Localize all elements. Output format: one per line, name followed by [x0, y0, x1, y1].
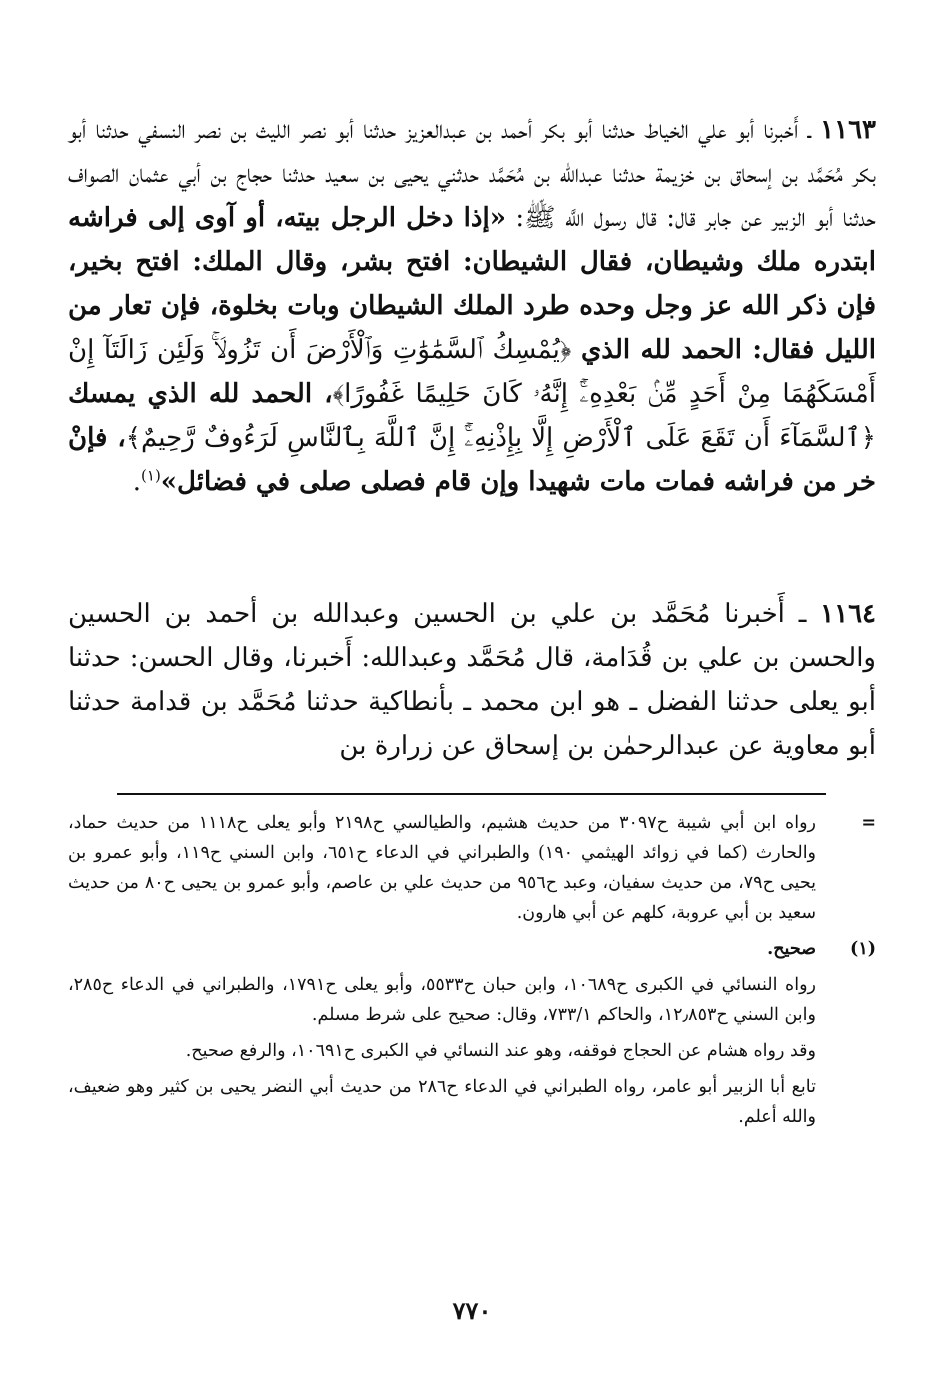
hadith-number: ١١٦٣ [820, 115, 876, 145]
page-number: ٧٧٠ [452, 1296, 492, 1325]
footnote-paragraph: تابع أبا الزبير أبو عامر، رواه الطبراني في الدعاء ح٢٨٦ من حديث أبي النضر يحيى بن كثير وهو ضعيف، والله أعلم. [68, 1077, 816, 1127]
hadith-matn: ، الحمد لله الذي يمسك [68, 379, 333, 409]
footnote-paragraph: وقد رواه هشام عن الحجاج فوقفه، وهو عند النسائي في الكبرى ح١٠٦٩١، والرفع صحيح. [185, 1041, 816, 1061]
footnote-reference: (١) [141, 466, 161, 485]
footnote-marker: (١) [850, 939, 876, 959]
number-separator: ـ [798, 115, 821, 145]
quran-verse: ﴿ٱلسَّمَآءَ أَن تَقَعَ عَلَى ٱلْأَرْضِ إِلَّا بِإِذْنِهِۦٓۚ إِنَّ ٱللَّهَ بِٱلنَّاسِ لَرَءُوفٌ رَّحِيمٌ﴾ [125, 423, 876, 453]
sentence-end: . [132, 467, 142, 497]
hadith-1164 [68, 592, 876, 768]
hadith-text: أَخبرنا مُحَمَّد بن علي بن الحسين وعبدالله بن أحمد بن الحسين والحسن بن علي بن قُدَامة، قال مُحَمَّد وعبدالله: أَخبرنا، وقال الحسن: حدثنا أبو يعلى حدثنا الفضل ـ هو ابن محمد ـ بأنطاكية حدثنا مُحَمَّد بن قدامة حدثنا أبو معاوية عن عبدالرحمٰن بن إسحاق عن زرارة بن [68, 599, 876, 761]
footnote-continuation [68, 808, 876, 934]
footnotes [68, 808, 876, 1138]
hadith-matn: ، فإنْ خر من فراشه فمات مات شهيدا وإن قام فصلى صلى في فضائل» [68, 423, 876, 497]
footnote-title: صحيح. [767, 939, 816, 959]
footnote-1 [68, 934, 876, 1138]
footnote-text: رواه ابن أبي شيبة ح٣٠٩٧ من حديث هشيم، والطيالسي ح٢١٩٨ وأبو يعلى ح١١١٨ من حديث حماد، والحارث (كما في زوائد الهيثمي ١٩٠) والطبراني في الدعاء ح٦٥١، وابن السني ح١١٩، وأبو عمرو بن يحيى ح٧٩، من حديث سفيان، وعبد ح٩٥٦ من حديث علي بن عاصم، وأبو عمرو بن يحيى ح٨٠ من حديث سعيد بن أبي عروبة، كلهم عن أبي هارون. [68, 813, 817, 923]
number-separator: ـ [784, 599, 821, 629]
footnote-divider [117, 793, 826, 795]
hadith-1163 [68, 108, 876, 504]
footnote-body [68, 934, 816, 1138]
footnote-paragraph: رواه النسائي في الكبرى ح١٠٦٨٩، وابن حبان ح٥٥٣٣، وأبو يعلى ح١٧٩١، والطبراني في الدعاء ح٢٨٥، وابن السني ح١٢٫٨٥٣، والحاكم ٧٣٣/١، وقال: صحيح على شرط مسلم. [68, 975, 816, 1025]
hadith-number: ١١٦٤ [820, 599, 876, 629]
hadith-isnad: أَخبرنا أبو علي الخياط حدثنا أبو بكر أحمد بن عبدالعزيز حدثنا أبو نصر الليث بن نصر النسفي حدثنا أبو بكر مُحَمَّد بن إسحاق بن خزيمة حدثنا عبدالله بن مُحَمَّد حدثني يحيى بن سعيد حدثنا حجاج بن أبي عثمان الصواف حدثنا أبو الزبير عن جابر قال: قال رسول اللَّه ﷺ: [68, 115, 876, 233]
quran-verse: ﴿يُمْسِكُ ٱلسَّمَٰوَٰتِ وَٱلْأَرْضَ أَن تَزُولَاۚ وَلَئِن زَالَتَآ إِنْ أَمْسَكَهُمَا مِنْ أَحَدٍ مِّنۢ بَعْدِهِۦٓۚ إِنَّهُۥ كَانَ حَلِيمًا غَفُورًا﴾ [68, 335, 876, 409]
hadith-matn: «إذا دخل الرجل بيته، أو آوى إلى فراشه ابتدره ملك وشيطان، فقال الشيطان: افتح بشر، وقال الملك: افتح بخير، فإن ذكر الله عز وجل وحده طرد الملك الشيطان وبات بخلوة، فإن تعار من الليل فقال: الحمد لله الذي [68, 203, 876, 365]
footnote-marker: = [861, 813, 876, 833]
